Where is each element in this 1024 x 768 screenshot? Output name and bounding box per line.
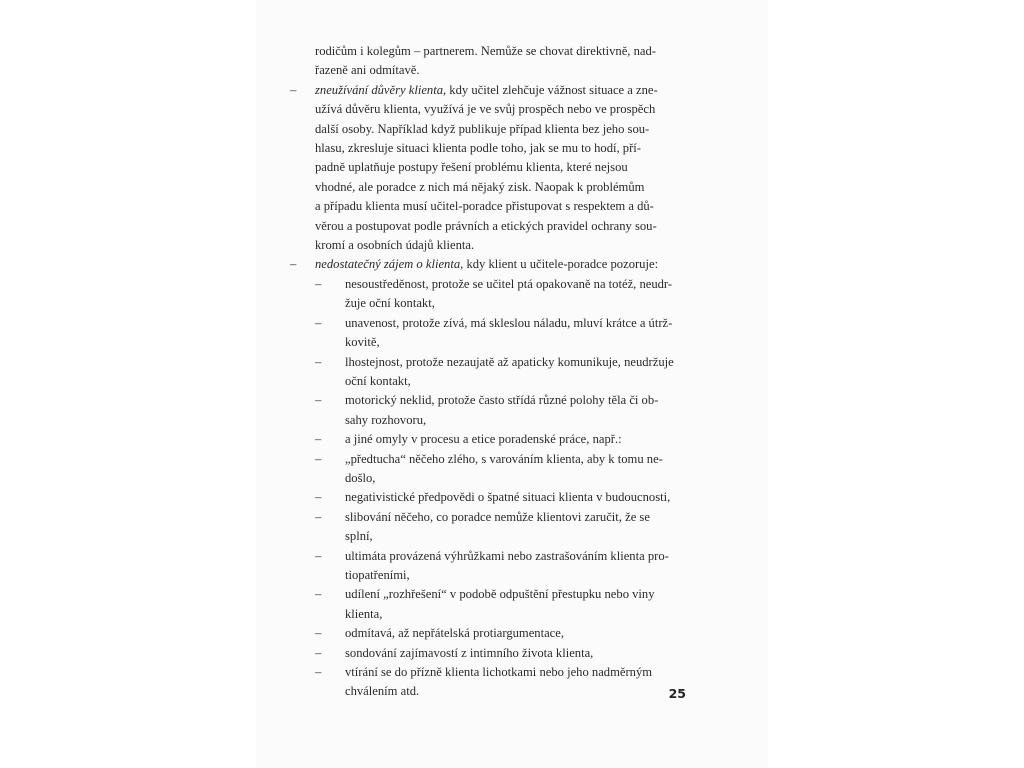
text-line: splní, [345,529,373,544]
text-line: a jiné omyly v procesu a etice poradenské práce, např.: [345,432,622,447]
text-line: lhostejnost, protože nezaujatě až apaticky komunikuje, neudržuje [345,354,674,369]
text-line: motorický neklid, protože často střídá různé polohy těla či ob- [345,393,659,408]
text-line: kromí a osobních údajů klienta. [315,238,475,253]
text-line: slibování něčeho, co poradce nemůže klientovi zaručit, že se [345,509,650,524]
text-line: odmítavá, až nepřátelská protiargumentace, [345,626,565,641]
text-line: sondování zajímavostí z intimního života klienta, [345,645,594,660]
list-dash: – [315,587,322,602]
sub-list-item [286,585,713,624]
list-dash: – [315,626,322,641]
list-dash: – [315,665,322,679]
text-line [315,255,713,274]
text-line: užívá důvěru klienta, využívá je ve svůj prospěch nebo ve prospěch [315,102,656,117]
text-line: klienta, [345,606,383,621]
text-line [315,81,713,100]
list-item-trust-abuse [286,81,713,256]
list-dash: – [315,509,322,524]
list-dash: – [290,257,297,272]
text-line: věrou a postupovat podle právních a etických pravidel ochrany sou- [315,218,657,233]
text-line: oční kontakt, [345,373,411,388]
intro-paragraph [315,42,713,81]
text-fragment: , kdy učitel zlehčuje vážnost situace a zne- [443,82,658,97]
sub-list-item [286,353,713,392]
sub-list-item [286,624,713,643]
sub-list-item [286,644,713,663]
list-dash: – [290,82,297,97]
list-item-lack-of-interest [286,255,713,274]
text-line: vtírání se do přízně klienta lichotkami nebo jeho nadměrným [345,665,653,679]
list-dash: – [315,548,322,563]
text-fragment: , kdy klient u učitele-poradce pozoruje: [460,257,659,272]
page-content [286,42,713,702]
list-dash: – [315,354,322,369]
text-line: sahy rozhovoru, [345,412,427,427]
text-line: vhodné, ale poradce z nich má nějaký zisk. Naopak k problémům [315,179,645,194]
sub-list-item [286,547,713,586]
list-dash: – [315,645,322,660]
sub-list-item [286,275,713,314]
sub-list-item [286,488,713,507]
sub-list-item [286,430,713,449]
list-dash: – [315,276,322,291]
list-dash: – [315,490,322,505]
text-line: žuje oční kontakt, [345,296,435,311]
italic-term: zneužívání důvěry klienta [315,82,443,97]
text-line: řazeně ani odmítavě. [315,63,420,78]
text-line: chválením atd. [345,684,420,699]
text-line: další osoby. Například když publikuje případ klienta bez jeho sou- [315,121,650,136]
book-page [256,0,768,768]
text-line: „předtucha“ něčeho zlého, s varováním klienta, aby k tomu ne- [345,451,663,466]
text-line: hlasu, zkresluje situaci klienta podle toho, jak se mu to hodí, pří- [315,141,641,156]
list-dash: – [315,393,322,408]
text-line: kovitě, [345,335,380,350]
text-line: rodičům i kolegům – partnerem. Nemůže se chovat direktivně, nad- [315,44,656,58]
text-line: a případu klienta musí učitel-poradce přistupovat s respektem a dů- [315,199,654,214]
list-dash: – [315,432,322,447]
text-line: udílení „rozhřešení“ v podobě odpuštění přestupku nebo viny [345,587,655,602]
sub-list-item [286,663,713,702]
text-line: padně uplatňuje postupy řešení problému klienta, které nejsou [315,160,628,175]
list-dash: – [315,451,322,466]
text-line: unavenost, protože zívá, má skleslou náladu, mluví krátce a útrž- [345,315,673,330]
sub-list-item [286,391,713,430]
text-line: došlo, [345,470,376,485]
text-line: ultimáta provázená výhrůžkami nebo zastrašováním klienta pro- [345,548,669,563]
text-line: tiopatřeními, [345,567,410,582]
list-dash: – [315,315,322,330]
text-line: nesoustředěnost, protože se učitel ptá opakovaně na totéž, neudr- [345,276,673,291]
sub-list-item [286,314,713,353]
sub-list-item [286,450,713,489]
text-line: negativistické předpovědi o špatné situaci klienta v budoucnosti, [345,490,671,505]
sub-list-item [286,508,713,547]
italic-term: nedostatečný zájem o klienta [315,257,461,272]
page-number: 25 [668,686,686,701]
